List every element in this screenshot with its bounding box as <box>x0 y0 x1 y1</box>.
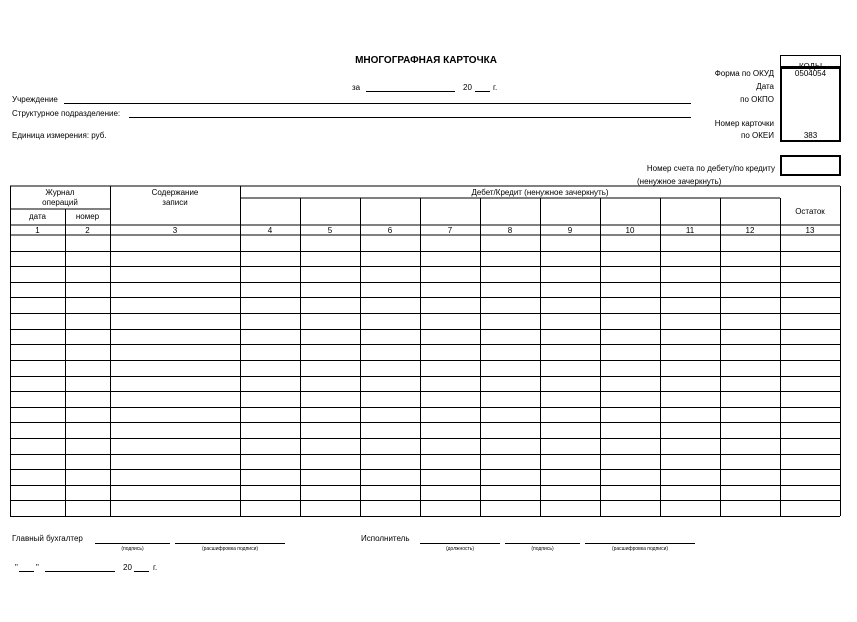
column-number: 2 <box>85 226 90 235</box>
year-suffix: г. <box>493 83 498 92</box>
okud-label: Форма по ОКУД <box>714 69 774 78</box>
content-line2: записи <box>162 198 188 207</box>
executor-signature-caption: (подпись) <box>531 546 554 552</box>
chief-signature-field[interactable] <box>95 543 170 544</box>
balance-header: Остаток <box>795 207 825 216</box>
content-line1: Содержание <box>151 188 199 197</box>
footer-day-field[interactable] <box>19 571 34 572</box>
okei-label: по ОКЕИ <box>741 131 774 140</box>
column-number: 11 <box>685 226 695 235</box>
form-title: МНОГОГРАФНАЯ КАРТОЧКА <box>355 55 497 66</box>
executor-decoding-caption: (расшифровка подписи) <box>611 546 669 552</box>
col-date-header: дата <box>29 212 46 221</box>
chief-signature-caption: (подпись) <box>121 546 144 552</box>
okei-value[interactable]: 383 <box>803 131 818 140</box>
column-number: 10 <box>625 226 635 235</box>
date-quote-close: " <box>36 563 39 572</box>
codes-header-text: КОДЫ <box>798 62 823 71</box>
card-number-label: Номер карточки <box>714 119 774 128</box>
column-number: 6 <box>387 226 393 235</box>
account-label: Номер счета по дебету/по кредиту <box>646 164 775 173</box>
executor-label: Исполнитель <box>361 534 410 543</box>
footer-year-field[interactable] <box>134 571 149 572</box>
chief-decoding-field[interactable] <box>175 543 285 544</box>
chief-decoding-caption: (расшифровка подписи) <box>201 546 259 552</box>
footer-year-prefix: 20 <box>123 563 132 572</box>
date-quote-open: " <box>15 563 18 572</box>
executor-signature-field[interactable] <box>505 543 580 544</box>
account-note: (ненужное зачеркнуть) <box>637 177 722 186</box>
column-number: 8 <box>507 226 513 235</box>
period-label: за <box>352 83 361 92</box>
column-number: 13 <box>805 226 815 235</box>
column-number: 3 <box>172 226 178 235</box>
journal-line1: Журнал <box>45 188 75 197</box>
column-number: 9 <box>567 226 573 235</box>
column-number: 7 <box>447 226 453 235</box>
footer-year-suffix: г. <box>153 563 158 572</box>
institution-label: Учреждение <box>12 95 58 104</box>
column-number: 5 <box>327 226 333 235</box>
footer-month-field[interactable] <box>45 571 115 572</box>
journal-line2: операций <box>42 198 78 207</box>
executor-decoding-field[interactable] <box>585 543 695 544</box>
chief-accountant-label: Главный бухгалтер <box>12 534 83 543</box>
executor-position-field[interactable] <box>420 543 500 544</box>
column-number: 12 <box>745 226 755 235</box>
debit-credit-header: Дебет/Кредит (ненужное зачеркнуть) <box>471 188 609 197</box>
column-number: 1 <box>35 226 40 235</box>
unit-label: Единица измерения: руб. <box>12 131 107 140</box>
date-label: Дата <box>756 82 774 91</box>
department-label: Структурное подразделение: <box>12 109 121 118</box>
okpo-label: по ОКПО <box>740 95 774 104</box>
okud-value[interactable]: 0504054 <box>794 69 827 78</box>
column-number: 4 <box>267 226 273 235</box>
executor-position-caption: (должность) <box>445 546 475 552</box>
col-number-header: номер <box>75 212 100 221</box>
year-prefix: 20 <box>463 83 472 92</box>
